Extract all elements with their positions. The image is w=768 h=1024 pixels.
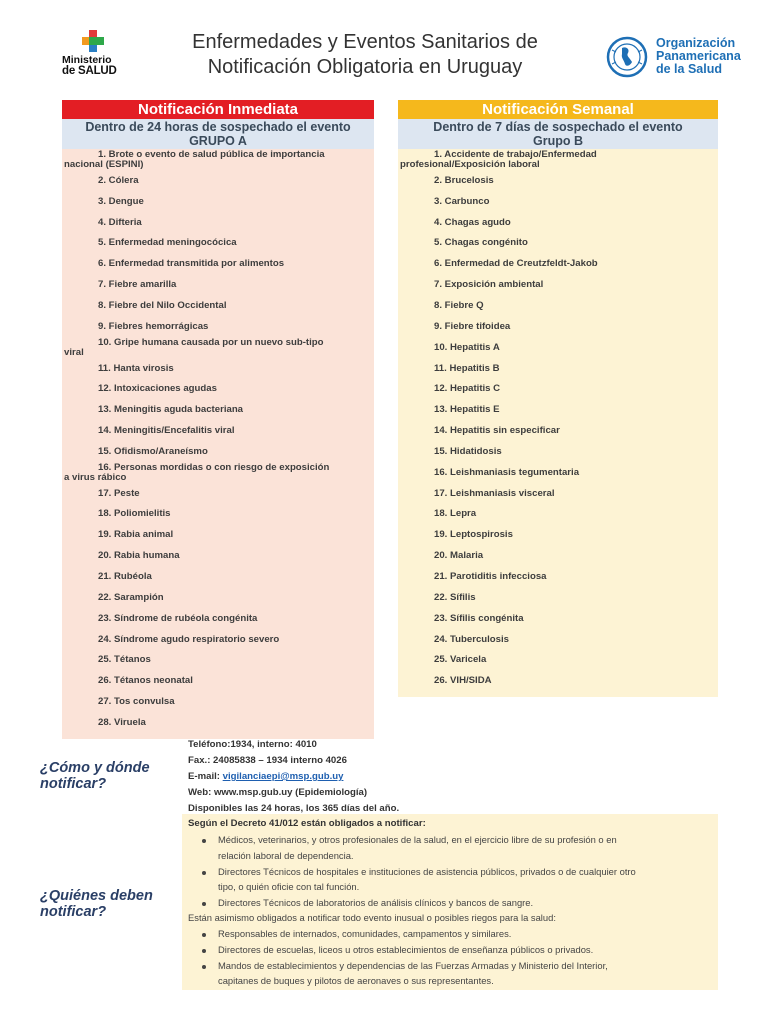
- list-item-text: 22. Sífilis: [434, 591, 476, 603]
- list-item-text: 20. Malaria: [434, 550, 484, 562]
- bullet-5: Directores de escuelas, liceos u otros establecimientos de enseñanza públicos o privados.: [218, 944, 594, 955]
- list-item-text: 27. Tos convulsa: [98, 696, 175, 708]
- availability-text: Disponibles las 24 horas, los 365 días del año.: [188, 803, 400, 814]
- email-row: [188, 769, 399, 785]
- list-item: [398, 364, 718, 374]
- list-item-text: 16. Leishmaniasis tegumentaria: [434, 466, 580, 478]
- list-item: [398, 676, 718, 686]
- list-item: [398, 322, 718, 332]
- list-item: [398, 280, 718, 290]
- title-line1: Enfermedades y Eventos Sanitarios de: [192, 31, 538, 53]
- list-item: [62, 322, 374, 332]
- health-cross-icon: [82, 30, 104, 52]
- list-item: [62, 301, 374, 311]
- also-obliged-text: Están asimismo obligados a notificar todo evento inusual o posibles riegos para la salud:: [188, 912, 556, 923]
- list-item-text-cont: viral: [64, 346, 84, 358]
- list-item-text: 10. Gripe humana causada por un nuevo sub-tipo: [98, 336, 324, 348]
- list-item: [398, 572, 718, 582]
- list-item: [62, 635, 374, 645]
- list-item-text: 12. Hepatitis C: [434, 383, 501, 395]
- who-line1: ¿Quiénes deben: [40, 888, 153, 904]
- ops-logo: [606, 36, 756, 80]
- list-item-text: 7. Exposición ambiental: [434, 279, 544, 291]
- list-item: [398, 405, 718, 415]
- group-b-heading: Notificación Semanal: [398, 100, 718, 119]
- list-item: [398, 176, 718, 186]
- list-item-text: 17. Leishmaniasis visceral: [434, 487, 555, 499]
- group-b-sub1: Dentro de 7 días de sospechado el evento: [433, 120, 683, 134]
- list-item: [62, 150, 374, 170]
- list-item-text: 1. Brote o evento de salud pública de importancia: [98, 149, 325, 160]
- bullet-icon: [202, 839, 206, 843]
- how-where-line2: notificar?: [40, 776, 107, 792]
- list-item: [398, 530, 718, 540]
- group-a-list: [62, 149, 374, 739]
- list-item: [62, 426, 374, 436]
- list-item: [398, 301, 718, 311]
- list-item-text: 24. Síndrome agudo respiratorio severo: [98, 633, 280, 645]
- list-item: [62, 551, 374, 561]
- list-item-text: 26. VIH/SIDA: [434, 675, 492, 687]
- list-item: [62, 384, 374, 394]
- obligados-box: [182, 814, 718, 990]
- list-item-text: 4. Difteria: [98, 216, 142, 228]
- group-b-column: [398, 100, 718, 697]
- group-a-sub2: GRUPO A: [189, 134, 247, 148]
- phone-text: Teléfono:1934, interno: 4010: [188, 739, 317, 750]
- title-line2: Notificación Obligatoria en Uruguay: [207, 56, 523, 78]
- list-item: [398, 468, 718, 478]
- ops-line3: de la Salud: [656, 62, 722, 76]
- list-item-text: 19. Leptospirosis: [434, 529, 513, 541]
- list-item-text-cont: nacional (ESPINI): [64, 159, 144, 170]
- list-item: [398, 655, 718, 665]
- list-item-text: 24. Tuberculosis: [434, 633, 509, 645]
- list-item: [62, 176, 374, 186]
- list-item: [398, 593, 718, 603]
- list-item-text: 3. Carbunco: [434, 195, 490, 207]
- bullet-6-line2: capitanes de buques y pilotos de aeronaves o sus representantes.: [218, 975, 494, 986]
- bullet-icon: [202, 965, 206, 969]
- list-item-text: 23. Síndrome de rubéola congénita: [98, 612, 258, 624]
- list-item-text: 17. Peste: [98, 487, 140, 499]
- bullet-2-line2: tipo, o quién oficie con tal función.: [218, 881, 360, 892]
- list-item-text: 2. Brucelosis: [434, 174, 494, 186]
- contact-info: [188, 737, 399, 817]
- list-item-text: 8. Fiebre del Nilo Occidental: [98, 299, 227, 311]
- list-item: [62, 463, 374, 483]
- list-item: [62, 364, 374, 374]
- list-item: [398, 259, 718, 269]
- list-item: [398, 343, 718, 353]
- group-a-sub1: Dentro de 24 horas de sospechado el evento: [85, 120, 351, 134]
- list-item: [62, 530, 374, 540]
- list-item-text: 5. Enfermedad meningocócica: [98, 237, 237, 249]
- list-item-text: 11. Hepatitis B: [434, 362, 500, 374]
- list-item-text: 28. Viruela: [98, 716, 146, 728]
- list-item-text: 14. Meningitis/Encefalitis viral: [98, 425, 235, 437]
- list-item: [62, 338, 374, 358]
- list-item: [398, 197, 718, 207]
- list-item-text: 13. Meningitis aguda bacteriana: [98, 404, 244, 416]
- group-b-subheading: [398, 119, 718, 149]
- who-question: [40, 888, 153, 920]
- list-item-text: 9. Fiebre tifoidea: [434, 320, 511, 332]
- group-b-list: [398, 149, 718, 697]
- list-item-text: 16. Personas mordidas o con riesgo de exposición: [98, 461, 330, 473]
- list-item-text: 9. Fiebres hemorrágicas: [98, 320, 209, 332]
- list-item: [62, 509, 374, 519]
- email-link[interactable]: vigilanciaepi@msp.gub.uy: [222, 771, 344, 782]
- list-item-text: 21. Rubéola: [98, 571, 152, 582]
- list-item-text: 23. Sífilis congénita: [434, 612, 524, 624]
- list-item-text: 6. Enfermedad transmitida por alimentos: [98, 258, 285, 270]
- ops-line2: Panamericana: [656, 49, 741, 63]
- list-item: [62, 655, 374, 665]
- list-item: [62, 718, 374, 728]
- list-item: [62, 238, 374, 248]
- list-item: [398, 614, 718, 624]
- list-item-text: 15. Hidatidosis: [434, 445, 502, 457]
- group-a-column: [62, 100, 374, 739]
- list-item-text: 26. Tétanos neonatal: [98, 675, 193, 687]
- list-item: [62, 489, 374, 499]
- list-item-text: 4. Chagas agudo: [434, 216, 511, 228]
- list-item-text-cont: profesional/Exposición laboral: [400, 159, 540, 170]
- group-a-heading: Notificación Inmediata: [62, 100, 374, 119]
- list-item: [62, 593, 374, 603]
- list-item-text: 14. Hepatitis sin especificar: [434, 425, 560, 437]
- ministerio-salud-logo: [56, 30, 128, 76]
- list-item-text: 18. Poliomielitis: [98, 508, 171, 520]
- list-item-text: 2. Cólera: [98, 174, 139, 186]
- list-item: [62, 218, 374, 228]
- bullet-icon: [202, 871, 206, 875]
- list-item-text: 21. Parotiditis infecciosa: [434, 571, 547, 582]
- list-item: [62, 280, 374, 290]
- list-item: [398, 238, 718, 248]
- bullet-3: Directores Técnicos de laboratorios de análisis clínicos y bancos de sangre.: [218, 897, 534, 908]
- bullet-4: Responsables de internados, comunidades, campamentos y similares.: [218, 928, 512, 939]
- list-item: [62, 447, 374, 457]
- who-line2: notificar?: [40, 904, 107, 920]
- list-item-text: 7. Fiebre amarilla: [98, 279, 177, 291]
- list-item-text: 8. Fiebre Q: [434, 299, 484, 311]
- list-item-text: 3. Dengue: [98, 195, 144, 207]
- list-item: [62, 614, 374, 624]
- group-a-subheading: [62, 119, 374, 149]
- page-title: [150, 30, 580, 80]
- list-item: [398, 218, 718, 228]
- list-item-text: 10. Hepatitis A: [434, 341, 500, 353]
- group-b-sub2: Grupo B: [533, 134, 583, 148]
- how-where-question: [40, 760, 150, 792]
- list-item-text: 18. Lepra: [434, 508, 477, 520]
- list-item: [398, 150, 718, 170]
- list-item-text: 19. Rabia animal: [98, 529, 174, 541]
- bullet-1-line1: Médicos, veterinarios, y otros profesionales de la salud, en el ejercicio libre de su profesión o en: [218, 834, 617, 845]
- bullet-1-line2: relación laboral de dependencia.: [218, 850, 354, 861]
- list-item: [398, 489, 718, 499]
- list-item: [398, 635, 718, 645]
- list-item: [62, 676, 374, 686]
- web-text: Web: www.msp.gub.uy (Epidemiología): [188, 787, 368, 798]
- list-item-text: 13. Hepatitis E: [434, 404, 500, 416]
- list-item: [62, 405, 374, 415]
- msp-logo-line2: de SALUD: [62, 65, 117, 77]
- list-item-text: 5. Chagas congénito: [434, 237, 528, 249]
- list-item-text: 25. Tétanos: [98, 654, 151, 666]
- list-item-text: 25. Varicela: [434, 654, 487, 666]
- bullet-2-line1: Directores Técnicos de hospitales e instituciones de asistencia públicos, privados o de cualquier otro: [218, 866, 636, 877]
- list-item-text: 20. Rabia humana: [98, 550, 180, 562]
- list-item-text: 22. Sarampión: [98, 591, 164, 603]
- list-item-text-cont: a virus rábico: [64, 471, 127, 483]
- how-where-line1: ¿Cómo y dónde: [40, 760, 150, 776]
- list-item-text: 6. Enfermedad de Creutzfeldt-Jakob: [434, 258, 598, 270]
- list-item: [398, 426, 718, 436]
- list-item-text: 15. Ofidismo/Araneísmo: [98, 445, 208, 457]
- fax-text: Fax.: 24085838 – 1934 interno 4026: [188, 755, 347, 766]
- bullet-6-line1: Mandos de establecimientos y dependencias de las Fuerzas Armadas y Ministerio del Interior,: [218, 960, 608, 971]
- list-item: [62, 572, 374, 582]
- list-item: [62, 259, 374, 269]
- msp-logo-line1: Ministerio: [62, 54, 112, 66]
- list-item: [398, 447, 718, 457]
- bullet-icon: [202, 933, 206, 937]
- list-item-text: 12. Intoxicaciones agudas: [98, 383, 217, 395]
- bullet-icon: [202, 902, 206, 906]
- list-item: [398, 384, 718, 394]
- bullet-icon: [202, 949, 206, 953]
- globe-emblem-icon: [606, 36, 648, 78]
- list-item-text: 11. Hanta virosis: [98, 362, 174, 374]
- list-item: [398, 509, 718, 519]
- obligados-heading: Según el Decreto 41/012 están obligados a notificar:: [188, 818, 426, 829]
- list-item: [398, 551, 718, 561]
- list-item: [62, 197, 374, 207]
- list-item-text: 1. Accidente de trabajo/Enfermedad: [434, 149, 597, 160]
- email-label: E-mail:: [188, 771, 223, 782]
- ops-line1: Organización: [656, 36, 736, 50]
- ops-logo-text: [656, 37, 741, 76]
- list-item: [62, 697, 374, 707]
